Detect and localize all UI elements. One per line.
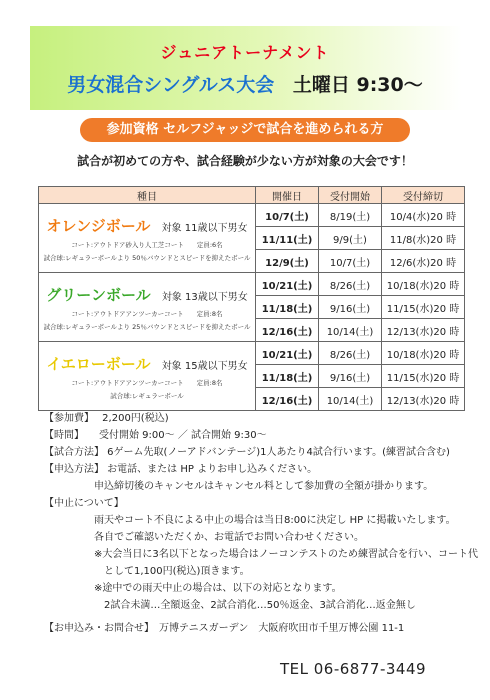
open-date: 10/7(土) xyxy=(319,250,382,273)
open-date: 8/26(土) xyxy=(319,342,382,365)
table-row xyxy=(39,273,465,296)
info-section xyxy=(44,410,479,637)
category-name: グリーンボール xyxy=(46,285,151,304)
event-date: 11/18(土) xyxy=(256,296,319,319)
cancel-line-2: 各自でご確認いただくか、お電話でお問い合わせください。 xyxy=(94,532,364,543)
category-name: イエローボール xyxy=(46,354,151,373)
event-date: 12/9(土) xyxy=(256,250,319,273)
close-date: 10/4(水)20 時 xyxy=(382,204,465,227)
subtitle: ジュニアトーナメント xyxy=(160,43,330,62)
category-yellow xyxy=(39,342,256,411)
category-ball: 試合球:レギュラーボールより 25％バウンドとスピードを抑えたボール xyxy=(43,322,251,331)
close-date: 11/15(水)20 時 xyxy=(382,296,465,319)
apply-line: 【申込方法】 お電話、または HP よりお申し込みください。 xyxy=(44,464,318,475)
header-date: 開催日 xyxy=(256,187,319,204)
open-date: 10/14(土) xyxy=(319,319,382,342)
category-court: コート:アウトドア砂入り人工芝コート 定員:6名 xyxy=(71,240,223,249)
category-target: 対象 13歳以下男女 xyxy=(161,291,248,303)
contact-line: 【お申込み・お問合せ】 万博テニスガーデン 大阪府吹田市千里万博公園 11-1 xyxy=(44,623,405,634)
intro-text: 試合が初めての方や、試合経験が少ない方が対象の大会です！ xyxy=(77,154,413,168)
phone-number: TEL 06-6877-3449 xyxy=(280,660,427,678)
event-date: 10/21(土) xyxy=(256,342,319,365)
event-date: 10/7(土) xyxy=(256,204,319,227)
schedule-table xyxy=(38,186,465,411)
page-title xyxy=(0,70,490,97)
event-date: 11/18(土) xyxy=(256,365,319,388)
header-open: 受付開始 xyxy=(319,187,382,204)
cancel-line-5: ※途中での雨天中止の場合は、以下の対応となります。 xyxy=(94,583,342,594)
cancel-line-4: として1,100円(税込)頂きます。 xyxy=(104,566,250,577)
close-date: 12/6(水)20 時 xyxy=(382,250,465,273)
fee-line: 【参加費】 2,200円(税込) xyxy=(44,413,169,424)
category-ball: 試合球:レギュラーボールより 50％バウンドとスピードを抑えたボール xyxy=(43,253,251,262)
time-line: 【時間】 受付開始 9:00～ ／ 試合開始 9:30～ xyxy=(44,430,267,441)
category-name: オレンジボール xyxy=(46,216,151,235)
open-date: 8/19(土) xyxy=(319,204,382,227)
title-main: 男女混合シングルス大会 xyxy=(67,74,275,96)
header-close: 受付締切 xyxy=(382,187,465,204)
event-date: 12/16(土) xyxy=(256,388,319,411)
eligibility-banner: 参加資格 セルフジャッジで試合を進められる方 xyxy=(80,118,410,142)
cancel-line-6: 2試合未満…全額返金、2試合消化…50％返金、3試合消化…返金無し xyxy=(104,600,416,611)
header-category: 種目 xyxy=(39,187,256,204)
close-date: 12/13(水)20 時 xyxy=(382,388,465,411)
close-date: 12/13(水)20 時 xyxy=(382,319,465,342)
category-green xyxy=(39,273,256,342)
open-date: 9/16(土) xyxy=(319,365,382,388)
table-row xyxy=(39,342,465,365)
event-date: 10/21(土) xyxy=(256,273,319,296)
open-date: 8/26(土) xyxy=(319,273,382,296)
cancel-line-1: 雨天やコート不良による中止の場合は当日8:00に決定し HP に掲載いたします。 xyxy=(94,515,456,526)
close-date: 10/18(水)20 時 xyxy=(382,273,465,296)
category-target: 対象 15歳以下男女 xyxy=(161,360,248,372)
cancel-line-3: ※大会当日に3名以下となった場合はノーコンテストのため練習試合を行い、コート代 xyxy=(94,549,479,560)
open-date: 10/14(土) xyxy=(319,388,382,411)
category-court: コート:アウトドアアンツーカーコート 定員:8名 xyxy=(71,309,223,318)
event-date: 11/11(土) xyxy=(256,227,319,250)
category-target: 対象 11歳以下男女 xyxy=(161,222,248,234)
category-ball: 試合球:レギュラーボール xyxy=(110,391,184,400)
header-banner xyxy=(30,26,462,110)
close-date: 11/8(水)20 時 xyxy=(382,227,465,250)
close-date: 11/15(水)20 時 xyxy=(382,365,465,388)
table-row xyxy=(39,204,465,227)
category-orange xyxy=(39,204,256,273)
format-line: 【試合方法】 6ゲーム先取(ノーアドバンテージ)1人あたり4試合行います。(練習試合含む) xyxy=(44,447,450,458)
table-header-row xyxy=(39,187,465,204)
category-court: コート:アウトドアアンツーカーコート 定員:8名 xyxy=(71,378,223,387)
close-date: 10/18(水)20 時 xyxy=(382,342,465,365)
event-date: 12/16(土) xyxy=(256,319,319,342)
open-date: 9/9(土) xyxy=(319,227,382,250)
apply-note: 申込締切後のキャンセルはキャンセル料として参加費の全額が掛かります。 xyxy=(94,481,434,492)
open-date: 9/16(土) xyxy=(319,296,382,319)
cancel-heading: 【中止について】 xyxy=(44,498,124,509)
title-time: 土曜日 9:30～ xyxy=(292,74,423,96)
